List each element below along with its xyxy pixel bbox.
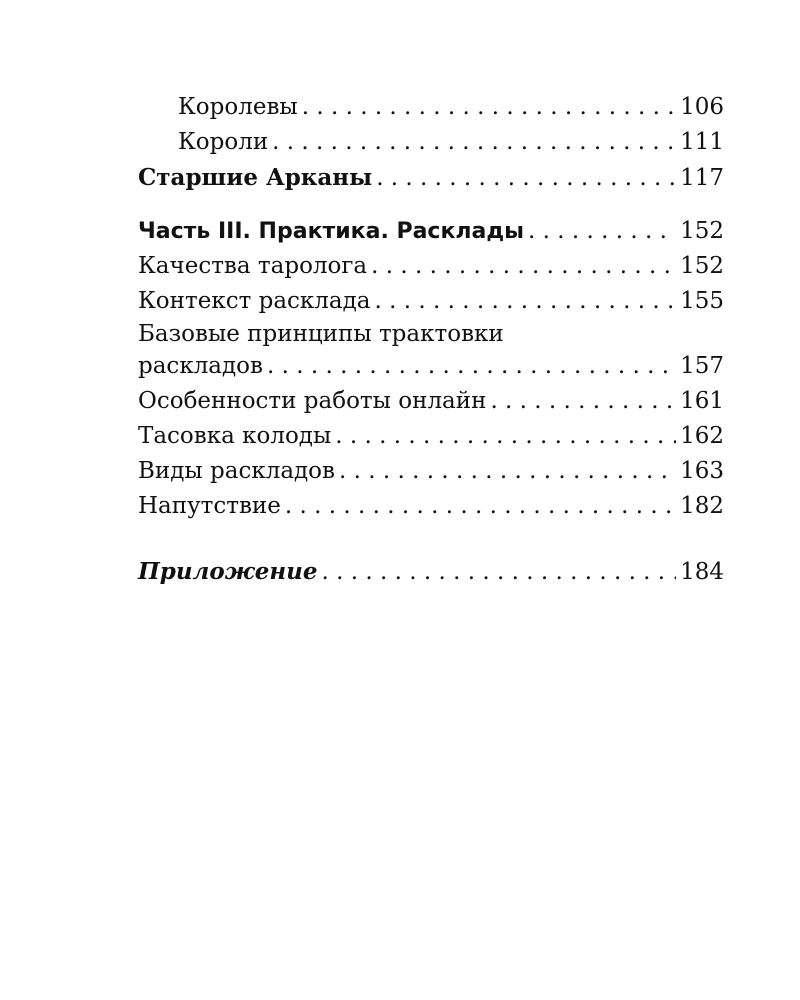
toc-entry-label: Старшие Арканы [138, 164, 373, 191]
dot-leader [272, 125, 676, 160]
table-of-contents [138, 90, 724, 590]
toc-entry-label: Особенности работы онлайн [138, 388, 487, 414]
toc-entry-shuffling [138, 419, 724, 454]
toc-entry-major-arcana [138, 160, 724, 196]
toc-entry-online-work [138, 384, 724, 419]
toc-entry-label: Королевы [178, 94, 298, 120]
toc-entry-label: Виды раскладов [138, 458, 335, 484]
toc-entry-spread-types [138, 454, 724, 489]
dot-leader [371, 249, 676, 284]
dot-leader [335, 419, 676, 454]
dot-leader [322, 555, 677, 590]
toc-entry-page: 106 [680, 94, 724, 120]
toc-entry-label: Напутствие [138, 493, 281, 519]
toc-entry-page: 163 [680, 458, 724, 484]
dot-leader [375, 284, 677, 319]
toc-entry-page: 117 [680, 165, 724, 191]
dot-leader [528, 214, 676, 249]
toc-entry-page: 182 [680, 493, 724, 519]
toc-entry-label-line1: Базовые принципы трактовки [138, 321, 504, 347]
toc-entry-part-three [138, 214, 724, 249]
toc-entry-page: 161 [680, 388, 724, 414]
toc-entry-page: 152 [680, 253, 724, 279]
dot-leader [267, 349, 676, 384]
toc-entry-page: 162 [680, 423, 724, 449]
toc-entry-label: Приложение [138, 558, 318, 585]
toc-entry-reader-qualities [138, 249, 724, 284]
toc-entry-page: 111 [680, 129, 724, 155]
toc-entry-page: 157 [680, 353, 724, 379]
toc-entry-label: Качества таролога [138, 253, 368, 279]
toc-entry-appendix [138, 554, 724, 590]
toc-entry-spread-context [138, 284, 724, 319]
dot-leader [302, 90, 676, 125]
toc-entry-kings [138, 125, 724, 160]
toc-entry-parting-words [138, 489, 724, 524]
toc-entry-label: Короли [178, 129, 269, 155]
toc-entry-queens [138, 90, 724, 125]
dot-leader [285, 489, 676, 524]
toc-entry-page: 184 [680, 559, 724, 585]
toc-entry-label: Тасовка колоды [138, 423, 332, 449]
dot-leader [376, 161, 676, 196]
toc-entry-page: 152 [680, 218, 724, 244]
dot-leader [339, 454, 676, 489]
toc-entry-label: Контекст расклада [138, 288, 371, 314]
toc-entry-page: 155 [680, 288, 724, 314]
dot-leader [490, 384, 676, 419]
toc-entry-label: Часть III. Практика. Расклады [138, 219, 525, 244]
toc-entry-label-line2: раскладов [138, 353, 263, 379]
toc-entry-interpretation-principles [138, 319, 724, 384]
